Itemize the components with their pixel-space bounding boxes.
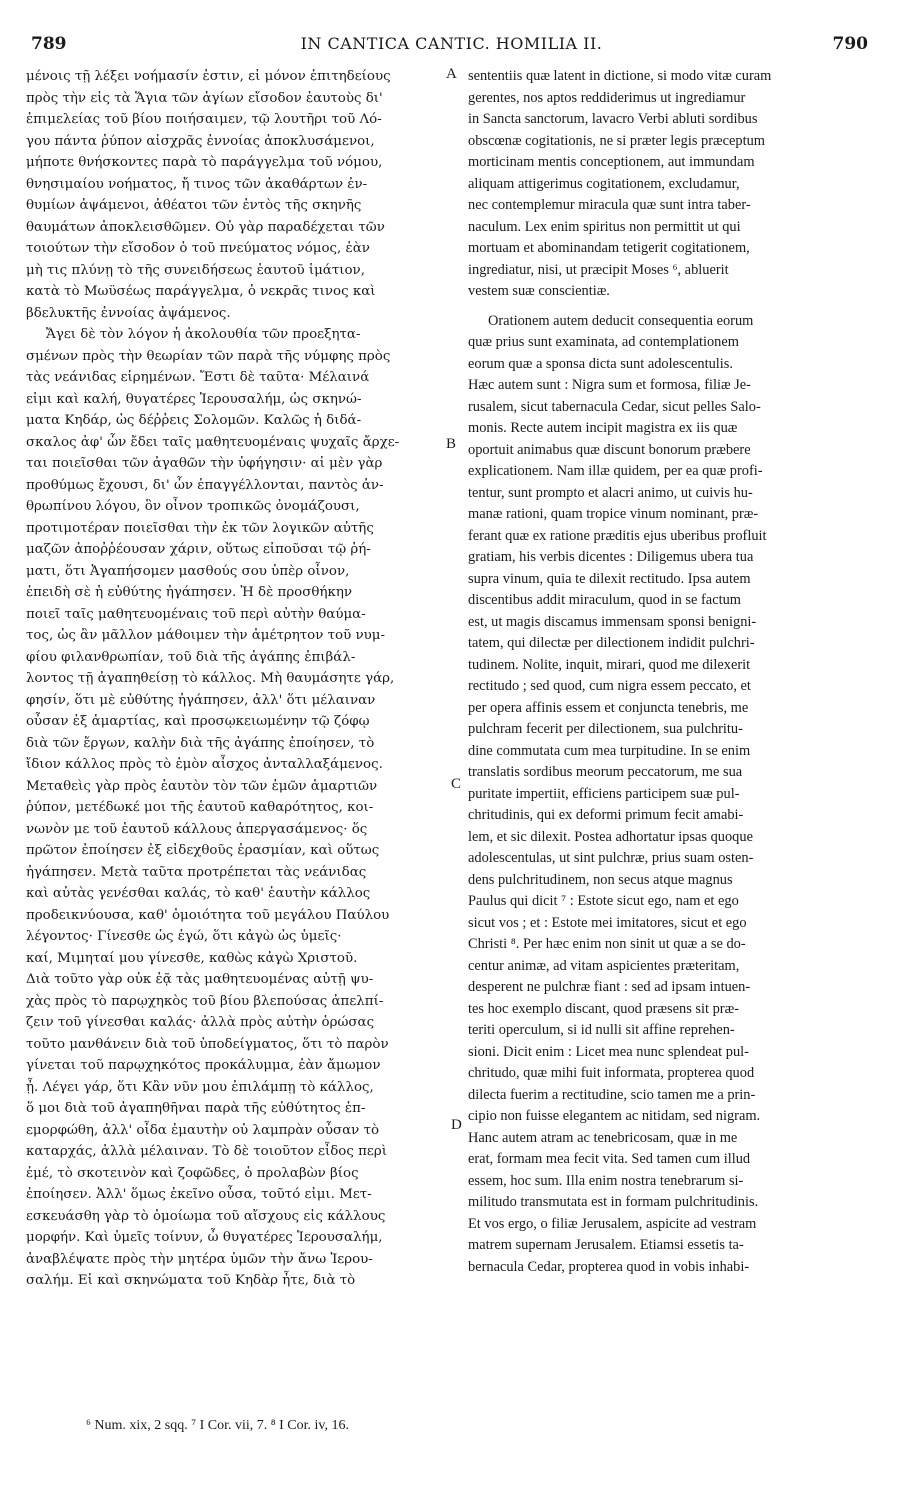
text-line: gerentes, nos aptos reddiderimus ut ingrediamur xyxy=(468,89,746,106)
text-line: γου πάντα ῥύπον αἰσχρᾶς ἐννοίας ἀποκλυσάμενοι, xyxy=(26,133,375,149)
text-line: σκαλος ἀφ' ὧν ἔδει ταῖς μαθητευομέναις ψυχαῖς ἄρχε- xyxy=(26,434,400,450)
text-line: ἠγάπησεν. Μετὰ ταῦτα προτρέπεται τὰς νεάνιδας xyxy=(26,864,367,880)
text-line: φησίν, ὅτι μὲ εὐθύτης ἠγάπησεν, ἀλλ' ὅτι μέλαιναν xyxy=(26,692,376,708)
text-line: rusalem, sicut tabernacula Cedar, sicut pelles Salo- xyxy=(468,398,761,415)
text-line: τοῦτο μανθάνειν διὰ τοῦ ὑποδείγματος, ὅτι τὸ παρὸν xyxy=(26,1036,389,1052)
text-line: τος, ὡς ἂν μᾶλλον μάθοιμεν τὴν ἀμέτρητον τοῦ νυμ- xyxy=(26,628,385,643)
text-line: militudo transmutata est in formam pulchritudinis. xyxy=(468,1194,759,1210)
text-line: chritudinis, qui ex deformi primum fecit amabi- xyxy=(468,807,744,823)
text-line: aliquam attigerimus cogitationem, excludamur, xyxy=(468,175,740,192)
text-line: Paulus qui dicit ⁷ : Estote sicut ego, nam et ego xyxy=(468,893,739,909)
text-line: per opera affinis essem et conjuncta tenebris, me xyxy=(468,699,749,716)
text-line: Orationem autem deducit consequentia eorum xyxy=(488,312,754,329)
page-number-right: 790 xyxy=(832,34,868,54)
text-line: λοντος τῇ ἀγαπηθείσῃ τὸ κάλλος. Μὴ θαυμάσητε γάρ, xyxy=(26,671,395,686)
text-line: dine commutata cum mea turpitudine. In se enim xyxy=(468,742,751,759)
text-line: τὰς νεάνιδας εἰρημένων. Ἔστι δὲ ταῦτα· Μέλαινά xyxy=(26,370,370,385)
text-line: ferant quæ ex ratione præditis ejus uberibus profluit xyxy=(468,527,767,544)
text-line: supra vinum, quia te dilexit rectitudo. Ipsa autem xyxy=(468,570,751,587)
text-line: θυμίων ἀψάμενοι, ἀθέατοι τῶν ἐντὸς τῆς σκηνῆς xyxy=(26,198,362,213)
text-line: Christi ⁸. Per hæc enim non sinit ut quæ a se do- xyxy=(468,936,746,952)
text-line: adolescentulas, ut sint pulchræ, prius suam osten- xyxy=(468,850,754,866)
text-line: γίνεται τοῦ παρῳχηκότος προκάλυμμα, ἐὰν ἄμωμον xyxy=(26,1058,381,1073)
paragraph-gap xyxy=(468,303,876,311)
text-line: in Sancta sanctorum, lavacro Verbi abluti sordibus xyxy=(468,111,758,127)
text-line: ται ποιεῖσθαι τῶν ἀγαθῶν τὴν ὑφήγησιν· αἱ μὲν γὰρ xyxy=(26,456,383,471)
text-line: obscœnæ cogitationis, ne si præter legis præceptum xyxy=(468,132,765,149)
text-line: tentur, sunt prompto et alacri animo, ut cuivis hu- xyxy=(468,484,753,501)
text-line: Hæc autem sunt : Nigra sum et formosa, filiæ Je- xyxy=(468,377,751,393)
section-marker-d: D xyxy=(451,1117,462,1133)
text-line: quæ prius sunt examinata, ad contemplationem xyxy=(468,334,739,350)
latin-text-column xyxy=(468,66,876,1278)
text-line: tudinem. Nolite, inquit, mirari, quod me dilexerit xyxy=(468,656,751,673)
running-header xyxy=(0,34,903,58)
text-line: mortuam et abominandam tetigerit cogitationem, xyxy=(468,240,750,256)
text-line: matrem supernam Jerusalem. Etiamsi essetis ta- xyxy=(468,1237,744,1253)
text-line: explicationem. Nam illæ quidem, per ea quæ profi- xyxy=(468,463,763,479)
text-line: εἰμι καὶ καλή, θυγατέρες Ἱερουσαλήμ, ὡς σκηνώ- xyxy=(26,391,362,407)
text-line: Ἄγει δὲ τὸν λόγον ἡ ἀκολουθία τῶν προεξητα- xyxy=(46,327,361,342)
text-line: ῥύπον, μετέδωκέ μοι τῆς ἑαυτοῦ καθαρότητος, κοι- xyxy=(26,800,374,815)
text-line: ζειν τοῦ γίνεσθαι καλάς· ἀλλὰ πρὸς αὐτὴν ὁρώσας xyxy=(26,1015,375,1030)
text-line: προδεικνύουσα, καθ' ὁμοιότητα τοῦ μεγάλου Παύλου xyxy=(26,907,390,923)
text-line: rectitudo ; sed quod, cum nigra essem peccato, et xyxy=(468,678,751,694)
text-line: ἐπειδὴ σὲ ἡ εὐθύτης ἠγάπησεν. Ἡ δὲ προσθήκην xyxy=(26,585,353,600)
text-line: ἐμέ, τὸ σκοτεινὸν καὶ ζοφῶδες, ὁ προλαβὼν βίος xyxy=(26,1165,359,1181)
text-line: ματι, ὅτι Ἀγαπήσομεν μασθούς σου ὑπὲρ οἶνον, xyxy=(26,563,350,579)
text-line: ᾖ. Λέγει γάρ, ὅτι Κἂν νῦν μου ἐπιλάμπῃ τὸ κάλλος, xyxy=(26,1079,374,1095)
text-line: σμένων πρὸς τὴν θεωρίαν τῶν παρὰ τῆς νύμφης πρὸς xyxy=(26,348,391,364)
text-line: sicut vos ; et : Estote mei imitatores, sicut et ego xyxy=(468,914,747,931)
text-line: οὖσαν ἐξ ἁμαρτίας, καὶ προσῳκειωμένην τῷ ζόφῳ xyxy=(26,714,370,729)
text-line: καταρχάς, ἀλλὰ μέλαιναν. Τὸ δὲ τοιοῦτον εἶδος περὶ xyxy=(26,1144,387,1159)
text-line: θνησιμαίου νοήματος, ἤ τινος τῶν ἀκαθάρτων ἐν- xyxy=(26,176,368,192)
text-line: discentibus addit miraculum, quod in se factum xyxy=(468,592,741,608)
text-line: tes hoc exemplo discant, quod præsens sit præ- xyxy=(468,1000,739,1017)
text-line: bernacula Cedar, propterea quod in vobis inhabi- xyxy=(468,1258,750,1275)
text-line: translatis sordibus meorum peccatorum, me sua xyxy=(468,764,743,780)
section-marker-c: C xyxy=(451,776,462,792)
text-line: dens pulchritudinem, non secus atque magnus xyxy=(468,871,733,888)
footnotes: ⁶ Num. xix, 2 sqq. ⁷ I Cor. vii, 7. ⁸ I Cor. iv, 16. xyxy=(86,1418,350,1433)
text-line: λέγοντος· Γίνεσθε ὡς ἐγώ, ὅτι κἀγὼ ὡς ὑμεῖς· xyxy=(26,929,342,944)
text-line: μένοις τῇ λέξει νοήμασίν ἐστιν, εἰ μόνον ἐπιτηδείους xyxy=(26,69,391,84)
text-line: κατὰ τὸ Μωϋσέως παράγγελμα, ὁ νεκρᾶς τινος καὶ xyxy=(26,284,376,299)
text-line: νωνὸν με τοῦ ἑαυτοῦ κάλλους ἀπεργασάμενος· ὅς xyxy=(26,821,368,837)
text-line: χὰς πρὸς τὸ παρῳχηκὸς τοῦ βίου βλεπούσας ἀπελπί- xyxy=(26,993,384,1009)
text-line: sioni. Dicit enim : Licet mea nunc splendeat pul- xyxy=(468,1043,749,1060)
text-line: desperent ne pulchræ fiant : sed ad ipsam intuen- xyxy=(468,979,751,995)
text-line: erat, formam mea fecit vita. Sed tamen cum illud xyxy=(468,1151,751,1167)
text-line: ματα Κηδάρ, ὡς δέῤῥεις Σολομῶν. Καλῶς ἡ διδά- xyxy=(26,413,362,428)
text-line: sententiis quæ latent in dictione, si modo vitæ curam xyxy=(468,68,772,84)
text-line: ἀναβλέψατε πρὸς τὴν μητέρα ὑμῶν τὴν ἄνω Ἱερου- xyxy=(26,1251,373,1267)
text-line: morticinam mentis conceptionem, aut immundam xyxy=(468,154,755,170)
text-line: monis. Recte autem incipit magistra ex iis quæ xyxy=(468,420,738,436)
text-line: ἴδιον κάλλος πρὸς τὸ ἐμὸν αἶσχος ἀνταλλαξάμενος. xyxy=(26,757,383,772)
text-line: nec contemplemur miracula quæ sunt intra taber- xyxy=(468,197,751,213)
text-line: σαλήμ. Εἰ καὶ σκηνώματα τοῦ Κηδὰρ ἦτε, διὰ τὸ xyxy=(26,1273,356,1288)
text-line: φίου φιλανθρωπίαν, τοῦ διὰ τῆς ἀγάπης ἐπιβάλ- xyxy=(26,649,356,665)
text-line: τοιούτων τὴν εἴσοδον ὁ τοῦ πνεύματος νόμος, ἐὰν xyxy=(26,241,370,256)
text-line: διὰ τῶν ἔργων, καλὴν διὰ τῆς ἀγάπης ἐποίησεν, τὸ xyxy=(26,735,375,751)
text-line: eorum quæ a sponsa dicta sunt adolescentulis. xyxy=(468,355,733,372)
text-line: ὅ μοι διὰ τοῦ ἀγαπηθῆναι παρὰ τῆς εὐθύτητος ἐπ- xyxy=(26,1101,366,1116)
text-line: Μεταθεὶς γὰρ πρὸς ἑαυτὸν τὸν τῶν ἐμῶν ἁμαρτιῶν xyxy=(26,778,378,794)
section-marker-b: B xyxy=(446,436,457,452)
text-line: θρωπίνου λόγου, ὃν οἶνον τροπικῶς ὀνομάζουσι, xyxy=(26,499,360,514)
text-line: puritate impertiit, efficiens participem suæ pul- xyxy=(468,785,740,802)
section-marker-a: A xyxy=(446,66,457,82)
text-line: dilecta fuerim a rectitudine, scio tamen me a prin- xyxy=(468,1086,756,1103)
text-line: καὶ αὐτὰς γενέσθαι καλάς, τὸ καθ' ἑαυτὴν κάλλος xyxy=(26,886,371,901)
text-line: ingrediatur, nisi, ut præcipit Moses ⁶, abluerit xyxy=(468,261,729,278)
text-line: ἐπιμελείας τοῦ βίου ποιήσαιμεν, τῷ λουτῆρι τοῦ Λό- xyxy=(26,112,382,127)
greek-text-column xyxy=(26,66,458,1292)
text-line: πρῶτον ἐποίησεν ἐξ εἰδεχθοῦς ἐρασμίαν, καὶ οὕτως xyxy=(26,843,380,858)
text-line: essem, hoc sum. Illa enim nostra tenebrarum si- xyxy=(468,1172,744,1189)
running-title: IN CANTICA CANTIC. HOMILIA II. xyxy=(300,34,603,53)
text-line: centur animæ, ad vitam aspicientes præteritam, xyxy=(468,957,740,974)
text-line: Διὰ τοῦτο γὰρ οὐκ ἐᾷ τὰς μαθητευομένας αὐτῇ ψυ- xyxy=(26,972,374,987)
text-line: oportuit animabus quæ discunt bonorum præbere xyxy=(468,441,751,458)
text-line: καί, Μιμηταί μου γίνεσθε, καθὼς κἀγὼ Χριστοῦ. xyxy=(26,950,358,966)
text-line: Hanc autem atram ac tenebricosam, quæ in me xyxy=(468,1129,738,1146)
text-line: μήποτε θνήσκοντες παρὰ τὸ παράγγελμα τοῦ νόμου, xyxy=(26,155,383,170)
text-line: μορφήν. Καὶ ὑμεῖς τοίνυν, ὦ θυγατέρες Ἱερουσαλήμ, xyxy=(26,1230,383,1245)
text-line: ἐποίησεν. Ἀλλ' ὅμως ἐκεῖνο οὖσα, τοῦτό εἰμι. Μετ- xyxy=(26,1187,372,1202)
text-line: πρὸς τὴν εἰς τὰ Ἅγια τῶν ἁγίων εἴσοδον ἑαυτοὺς δι' xyxy=(26,90,383,106)
text-line: προτιμοτέραν ποιεῖσθαι τὴν ἐκ τῶν λογικῶν αὐτῆς xyxy=(26,520,374,536)
text-line: μὴ τις πλύνῃ τὸ τῆς συνειδήσεως ἑαυτοῦ ἱμάτιον, xyxy=(26,262,365,278)
text-line: ποιεῖ ταῖς μαθητευομέναις τοῦ περὶ αὐτὴν θαύμα- xyxy=(26,606,366,622)
text-line: εμορφώθη, ἀλλ' οἶδα ἐμαυτὴν οὐ λαμπρὰν οὖσαν τὸ xyxy=(26,1122,380,1138)
text-line: chritudo, quæ mihi fuit informata, propterea quod xyxy=(468,1065,755,1081)
text-line: lem, et sic dilexit. Postea adhortatur ipsas quoque xyxy=(468,828,753,845)
text-line: θαυμάτων ἀποκλεισθῶμεν. Οὐ γὰρ παραδέχεται τῶν xyxy=(26,219,385,235)
text-line: βδελυκτῆς ἐννοίας ἀψάμενος. xyxy=(26,305,231,321)
text-line: μαζῶν ἀποῤῥέουσαν χάριν, οὕτως εἰποῦσαι τῷ ῥή- xyxy=(26,542,371,557)
text-line: est, ut magis discamus immensam sponsi benigni- xyxy=(468,613,757,630)
text-line: tatem, qui dilectæ per dilectionem indidit pulchri- xyxy=(468,635,755,651)
text-line: cipio non fuisse elegantem ac nitidam, sed nigram. xyxy=(468,1108,761,1124)
text-line: vestem suæ conscientiæ. xyxy=(468,283,610,299)
text-line: gratiam, his verbis dicentes : Diligemus ubera tua xyxy=(468,549,754,565)
text-line: manæ rationi, quam tropice vinum nominant, præ- xyxy=(468,506,759,522)
text-line: teriti operculum, si id nulli sit affine reprehen- xyxy=(468,1022,735,1038)
text-line: pulchram fecerit per dilectionem, sua pulchritu- xyxy=(468,721,743,737)
text-line: Et vos ergo, o filiæ Jerusalem, aspicite ad vestram xyxy=(468,1215,757,1232)
page-number-left: 789 xyxy=(31,34,67,54)
text-line: προθύμως ἔχουσι, δι' ὧν ἐπαγγέλλονται, παντὸς ἀν- xyxy=(26,477,384,493)
text-line: εσκευάσθη γὰρ τὸ ὁμοίωμα τοῦ αἴσχους εἰς κάλλους xyxy=(26,1208,386,1224)
text-line: naculum. Lex enim spiritus non permittit ut qui xyxy=(468,218,741,235)
